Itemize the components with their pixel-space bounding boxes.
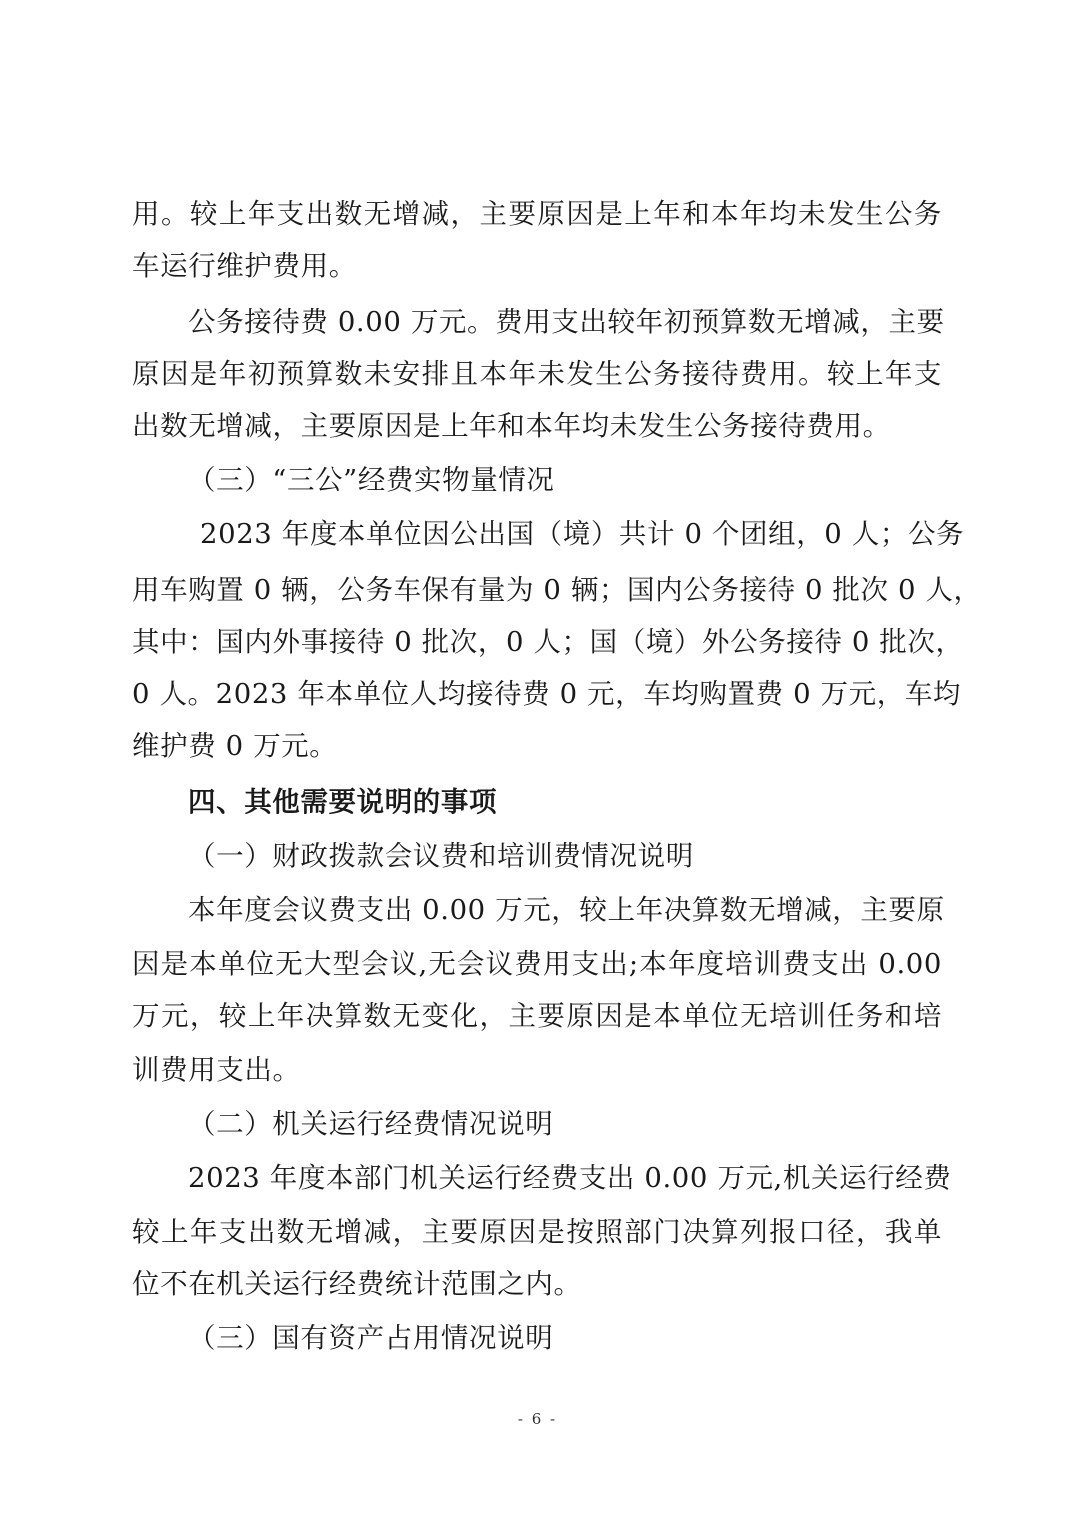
paragraph-line: 位不在机关运行经费统计范围之内。 <box>132 1268 582 1300</box>
paragraph-line: 2023 年度本单位因公出国（境）共计 0 个团组，0 人；公务 <box>200 518 965 550</box>
paragraph-line: 用。较上年支出数无增减，主要原因是上年和本年均未发生公务 <box>132 198 942 230</box>
chapter-heading: 四、其他需要说明的事项 <box>188 786 498 818</box>
paragraph-line: 车运行维护费用。 <box>132 250 357 282</box>
paragraph-line: 其中：国内外事接待 0 批次，0 人；国（境）外公务接待 0 批次， <box>132 626 964 658</box>
paragraph-line: 万元，较上年决算数无变化，主要原因是本单位无培训任务和培 <box>132 1000 942 1032</box>
paragraph-line: 因是本单位无大型会议,无会议费用支出;本年度培训费支出 0.00 <box>132 948 942 980</box>
section-heading: （三）国有资产占用情况说明 <box>188 1322 554 1354</box>
paragraph-line: 公务接待费 0.00 万元。费用支出较年初预算数无增减，主要 <box>188 306 945 338</box>
page-number: - 6 - <box>517 1410 558 1428</box>
section-heading: （三）“三公”经费实物量情况 <box>188 464 555 496</box>
paragraph-line: 用车购置 0 辆，公务车保有量为 0 辆；国内公务接待 0 批次 0 人， <box>132 574 982 606</box>
paragraph-line: 出数无增减，主要原因是上年和本年均未发生公务接待费用。 <box>132 410 891 442</box>
paragraph-line: 训费用支出。 <box>132 1054 301 1086</box>
paragraph-line: 本年度会议费支出 0.00 万元，较上年决算数无增减，主要原 <box>188 894 945 926</box>
paragraph-line: 较上年支出数无增减，主要原因是按照部门决算列报口径，我单 <box>132 1216 942 1248</box>
paragraph-line: 原因是年初预算数未安排且本年未发生公务接待费用。较上年支 <box>132 358 942 390</box>
section-heading: （一）财政拨款会议费和培训费情况说明 <box>188 840 694 872</box>
paragraph-line: 2023 年度本部门机关运行经费支出 0.00 万元,机关运行经费 <box>188 1162 952 1194</box>
paragraph-line: 0 人。2023 年本单位人均接待费 0 元，车均购置费 0 万元，车均 <box>132 678 962 710</box>
paragraph-line: 维护费 0 万元。 <box>132 730 338 762</box>
section-heading: （二）机关运行经费情况说明 <box>188 1108 554 1140</box>
